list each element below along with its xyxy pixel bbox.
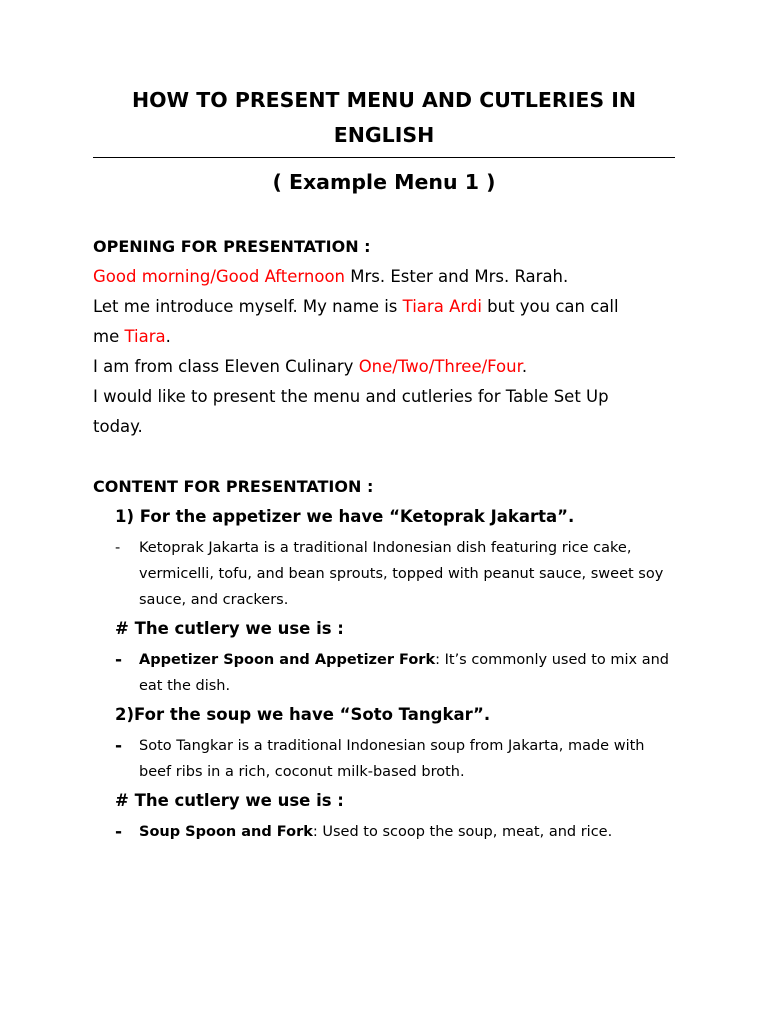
- intro-text-d: .: [165, 327, 171, 346]
- cutlery-name: Soup Spoon and Fork: [139, 824, 313, 840]
- greeting-highlight: Good morning/Good Afternoon: [93, 267, 346, 286]
- page-title-line-2: ENGLISH: [333, 123, 435, 147]
- menu-item-description-text: Soto Tangkar is a traditional Indonesian soup from Jakarta, made with beef ribs in a rich, coconut milk-based broth.: [139, 738, 645, 780]
- purpose-line-2: today.: [93, 417, 143, 436]
- page-subtitle: ( Example Menu 1 ): [272, 170, 496, 194]
- greeting-text: Mrs. Ester and Mrs. Rarah.: [345, 267, 569, 286]
- class-highlight: One/Two/Three/Four: [358, 357, 522, 376]
- opening-class: [93, 352, 675, 382]
- dash-bullet: -: [115, 736, 123, 756]
- menu-item-appetizer: [93, 502, 675, 699]
- menu-item-description-text: Ketoprak Jakarta is a traditional Indonesian dish featuring rice cake, vermicelli, tofu, and bean sprouts, topped with peanut sauce, sweet soy sauce, and crackers.: [139, 540, 664, 608]
- title-divider: [93, 157, 675, 158]
- opening-heading: OPENING FOR PRESENTATION :: [93, 237, 371, 256]
- menu-item-description: [93, 733, 675, 785]
- menu-item-number: 1): [115, 507, 135, 526]
- cutlery-description: : Used to scoop the soup, meat, and rice.: [312, 824, 613, 840]
- menu-item-soup: [93, 700, 675, 845]
- class-text-a: I am from class Eleven Culinary: [93, 357, 359, 376]
- dash-bullet: -: [115, 650, 123, 670]
- class-text-b: .: [521, 357, 528, 376]
- intro-text-b: but you can call: [481, 297, 619, 316]
- intro-nickname-highlight: Tiara: [124, 327, 166, 346]
- cutlery-heading: # The cutlery we use is :: [115, 619, 344, 638]
- opening-introduction: [93, 292, 675, 352]
- page-title-line-1: HOW TO PRESENT MENU AND CUTLERIES IN: [131, 88, 637, 112]
- intro-text-a: Let me introduce myself. My name is: [93, 297, 403, 316]
- menu-item-heading: [93, 700, 675, 730]
- dash-bullet: -: [115, 540, 121, 556]
- menu-item-number: 2): [115, 705, 135, 724]
- cutlery-heading: # The cutlery we use is :: [115, 791, 344, 810]
- menu-item-title: For the appetizer we have “Ketoprak Jakarta”.: [139, 507, 575, 526]
- intro-text-c: me: [93, 327, 125, 346]
- cutlery-entry: [93, 819, 675, 845]
- cutlery-name: Appetizer Spoon and Appetizer Fork: [139, 652, 436, 668]
- opening-purpose: [93, 382, 675, 442]
- content-section: [93, 472, 675, 845]
- page-title: [93, 0, 675, 153]
- menu-item-heading: [93, 502, 675, 532]
- content-heading: CONTENT FOR PRESENTATION :: [93, 477, 374, 496]
- purpose-line-1: I would like to present the menu and cutleries for Table Set Up: [93, 387, 609, 406]
- cutlery-entry: [93, 647, 675, 699]
- intro-name-highlight: Tiara Ardi: [402, 297, 482, 316]
- opening-greeting: [93, 262, 675, 292]
- menu-item-title: For the soup we have “Soto Tangkar”.: [134, 705, 491, 724]
- cutlery-description: : It’s commonly used to mix and eat the dish.: [139, 652, 669, 694]
- dash-bullet: -: [115, 822, 123, 842]
- menu-item-description: [93, 535, 675, 613]
- opening-section: [93, 232, 675, 442]
